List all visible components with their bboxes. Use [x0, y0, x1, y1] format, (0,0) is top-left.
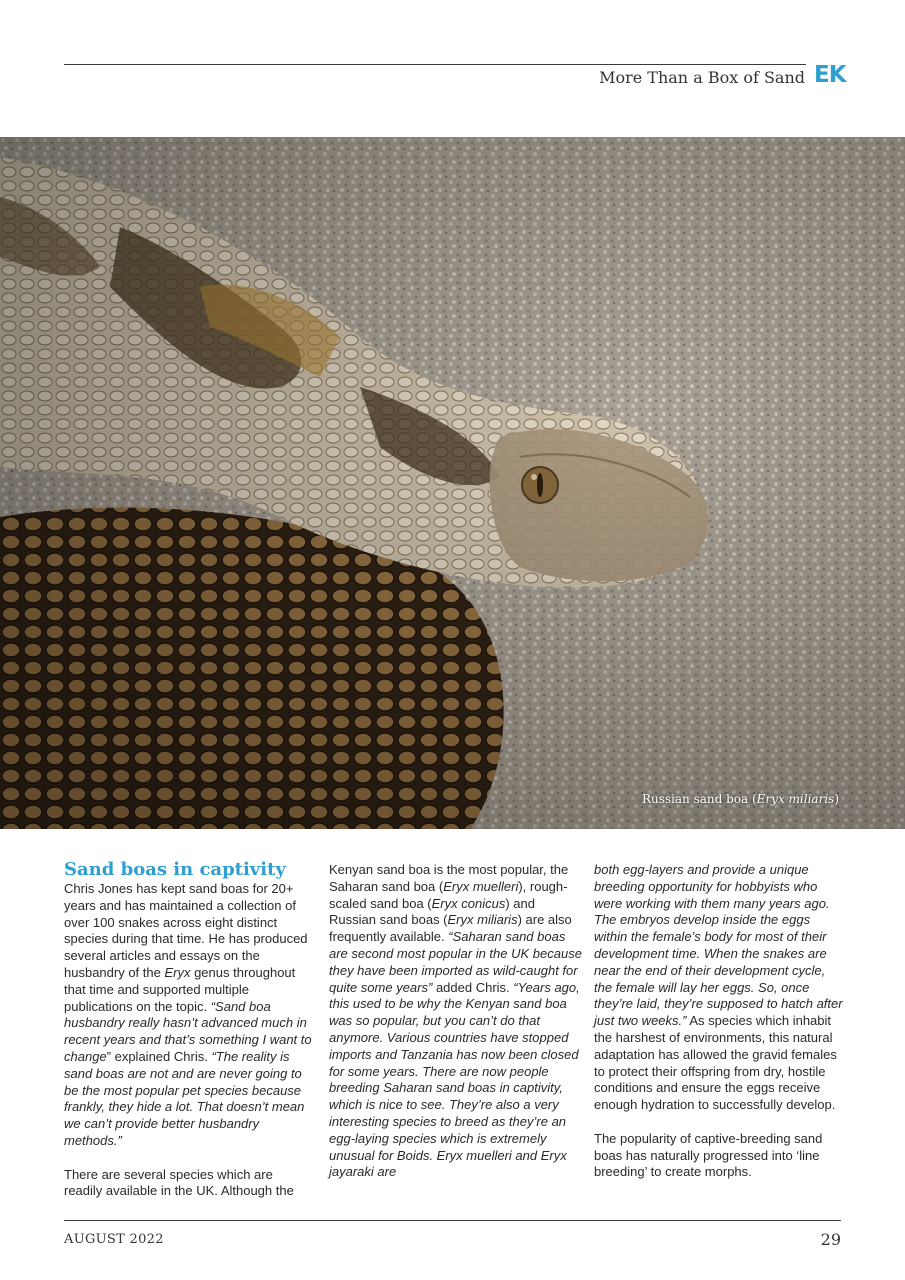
- header-rule: [64, 64, 806, 65]
- running-title: More Than a Box of Sand: [599, 68, 805, 87]
- paragraph: Kenyan sand boa is the most popular, the Saharan sand boa (Eryx muelleri), rough-scaled sand boa (Eryx conicus) and Russian sand boas (Eryx miliaris) are also frequently available. “Saharan sand boas are second most popular in the UK because they have been imported as wild-caught for quite some years” added Chris. “Years ago, this used to be why the Kenyan sand boa was so popular, but you can’t do that anymore. Various countries have stopped imports and Tanzania has now been closed for some years. There are now people breeding Saharan sand boas in captivity, which is nice to see. They’re also a very interesting species to breed as they’re an egg-laying species which is extremely unusual for Boids. Eryx muelleri and Eryx jayaraki are: [329, 862, 582, 1180]
- issue-date: AUGUST 2022: [64, 1232, 164, 1247]
- photo-caption: Russian sand boa (Eryx miliaris): [641, 792, 839, 806]
- article-column-2: [329, 862, 585, 1181]
- page-number: 29: [820, 1230, 841, 1249]
- footer-rule: [64, 1220, 841, 1221]
- magazine-logo: EK: [814, 62, 846, 88]
- article-column-3: [594, 862, 844, 1181]
- article-column-1: [64, 860, 314, 1200]
- paragraph: Chris Jones has kept sand boas for 20+ years and has maintained a collection of over 100 snakes across eight distinct species during that time. He has produced several articles and essays on the husbandry of the Eryx genus throughout that time and supported multiple publications on the topic. “Sand boa husbandry really hasn’t advanced much in recent years and that’s something I want to change” explained Chris. “The reality is sand boas are not and are never going to be the most popular pet species because frankly, they hide a lot. That doesn’t mean we can’t provide better husbandry methods.”: [64, 881, 312, 1148]
- paragraph: both egg-layers and provide a unique breeding opportunity for hobbyists who were working with them many years ago. The embryos develop inside the eggs within the female’s body for most of their development time. When the snakes are near the end of their development cycle, the female will lay her eggs. So, once they’re laid, they’re supposed to hatch after just two weeks.” As species which inhabit the harshest of environments, this natural adaptation has allowed the gravid females to protect their offspring from dry, hostile conditions and ensure the eggs receive enough hydration to successfully develop.: [594, 862, 843, 1113]
- section-heading: Sand boas in captivity: [64, 859, 286, 880]
- snake-photo: [0, 137, 905, 829]
- paragraph: The popularity of captive-breeding sand boas has naturally progressed into ‘line breeding’ to create morphs.: [594, 1130, 823, 1180]
- paragraph: There are several species which are readily available in the UK. Although the: [64, 1166, 294, 1199]
